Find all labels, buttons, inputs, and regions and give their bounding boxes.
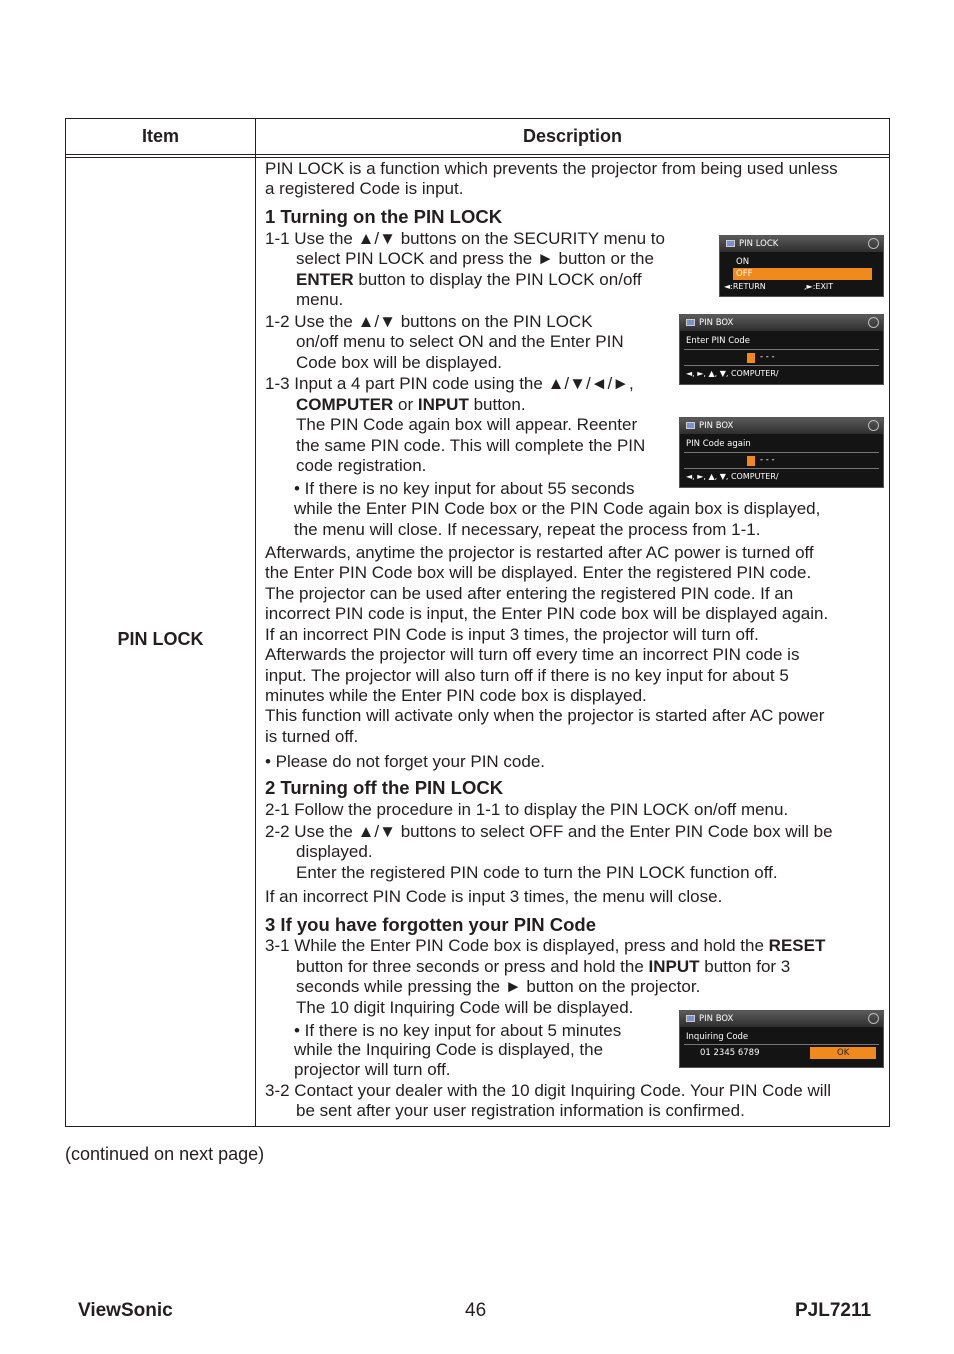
note-line: • Please do not forget your PIN code. bbox=[265, 752, 546, 771]
header-description: Description bbox=[522, 126, 623, 146]
step-line: be sent after your user registration information is confirmed. bbox=[296, 1101, 745, 1120]
step-text: button for 3 bbox=[699, 957, 791, 976]
ok-label: OK bbox=[837, 1048, 850, 1058]
on-option: ON bbox=[736, 257, 750, 267]
step-line: on/off menu to select ON and the Enter PIN bbox=[296, 332, 624, 351]
paragraph-line: incorrect PIN code is input, the Enter PIN code box will be displayed again. bbox=[265, 604, 829, 623]
header-divider bbox=[66, 157, 889, 158]
screen-titlebar bbox=[680, 418, 883, 434]
close-icon bbox=[868, 317, 879, 328]
paragraph-line: Afterwards, anytime the projector is restarted after AC power is turned off bbox=[265, 543, 814, 562]
exit-label: :EXIT bbox=[812, 282, 834, 291]
pin-digits: - - - bbox=[760, 352, 775, 362]
pin-again-label: PIN Code again bbox=[686, 439, 751, 449]
right-arrow-icon: ,► bbox=[804, 282, 813, 291]
paragraph-line: input. The projector will also turn off if there is no key input for about 5 bbox=[265, 666, 789, 685]
input-button-label: INPUT bbox=[648, 957, 700, 976]
close-icon bbox=[868, 238, 879, 249]
key-hint: ◄, ►, ▲, ▼, COMPUTER/ bbox=[686, 472, 779, 481]
step-line: The 10 digit Inquiring Code will be displayed. bbox=[296, 998, 634, 1017]
screen-title: PIN BOX bbox=[699, 318, 734, 328]
step-line bbox=[296, 395, 526, 416]
step-line: 1-3 Input a 4 part PIN code using the ▲/▼/◄/►, bbox=[265, 374, 634, 393]
enter-button-label: ENTER bbox=[296, 270, 354, 289]
left-arrow-icon: ◄ bbox=[724, 282, 731, 291]
note-line: while the Enter PIN Code box or the PIN Code again box is displayed, bbox=[294, 499, 821, 518]
continued-note: (continued on next page) bbox=[65, 1144, 265, 1164]
reset-button-label: RESET bbox=[768, 936, 826, 955]
note-line: projector will turn off. bbox=[294, 1060, 451, 1079]
step-line: Enter the registered PIN code to turn the PIN LOCK function off. bbox=[296, 863, 778, 882]
divider bbox=[684, 1044, 879, 1045]
step-text: 3-1 While the Enter PIN Code box is displayed, press and hold the bbox=[265, 936, 769, 955]
menu-icon bbox=[686, 319, 695, 326]
step-line: 1-1 Use the ▲/▼ buttons on the SECURITY menu to bbox=[265, 229, 665, 248]
step-line: menu. bbox=[296, 290, 344, 309]
pin-digits: - - - bbox=[760, 455, 775, 465]
step-line: Code box will be displayed. bbox=[296, 353, 503, 372]
step-text: button to display the PIN LOCK on/off bbox=[353, 270, 642, 289]
pin-lock-menu-screenshot bbox=[719, 235, 884, 297]
step-line: seconds while pressing the ► button on the projector. bbox=[296, 977, 701, 996]
input-button-label: INPUT bbox=[417, 395, 469, 414]
page-number: 46 bbox=[465, 1300, 487, 1321]
step-line bbox=[296, 270, 642, 291]
off-option: OFF bbox=[736, 269, 753, 279]
paragraph-line: This function will activate only when the projector is started after AC power bbox=[265, 706, 825, 725]
inquiring-code-value: 01 2345 6789 bbox=[700, 1048, 760, 1058]
key-hint: ◄, ►, ▲, ▼, COMPUTER/ bbox=[686, 369, 779, 378]
step-line bbox=[265, 936, 825, 957]
section-title: 2 Turning off the PIN LOCK bbox=[265, 777, 504, 798]
screen-title: PIN BOX bbox=[699, 1014, 734, 1024]
step-line: 2-2 Use the ▲/▼ buttons to select OFF and the Enter PIN Code box will be bbox=[265, 822, 833, 841]
paragraph-line: the Enter PIN Code box will be displayed. Enter the registered PIN code. bbox=[265, 563, 812, 582]
note-line: while the Inquiring Code is displayed, the bbox=[294, 1040, 604, 1059]
intro-line: a registered Code is input. bbox=[265, 179, 464, 198]
inquiring-code-label: Inquiring Code bbox=[686, 1032, 749, 1042]
divider bbox=[684, 468, 879, 469]
paragraph-line: Afterwards the projector will turn off every time an incorrect PIN code is bbox=[265, 645, 800, 664]
section-title: 3 If you have forgotten your PIN Code bbox=[265, 914, 596, 935]
step-line: The PIN Code again box will appear. Reenter bbox=[296, 415, 638, 434]
step-line: displayed. bbox=[296, 842, 373, 861]
pin-cursor bbox=[747, 456, 755, 466]
pin-cursor bbox=[747, 353, 755, 363]
screen-titlebar bbox=[680, 315, 883, 331]
step-line bbox=[296, 957, 790, 978]
note-line: • If there is no key input for about 55 seconds bbox=[294, 479, 635, 498]
step-text: button for three seconds or press and hold the bbox=[296, 957, 649, 976]
close-icon bbox=[868, 1013, 879, 1024]
footer-brand: ViewSonic bbox=[78, 1300, 173, 1321]
step-line: select PIN LOCK and press the ► button or the bbox=[296, 249, 654, 268]
divider bbox=[684, 349, 879, 350]
screen-title: PIN LOCK bbox=[739, 239, 779, 249]
computer-button-label: COMPUTER bbox=[296, 395, 394, 414]
paragraph-line: If an incorrect PIN Code is input 3 times, the menu will close. bbox=[265, 887, 723, 906]
paragraph-line: The projector can be used after entering the registered PIN code. If an bbox=[265, 584, 794, 603]
step-line: 2-1 Follow the procedure in 1-1 to display the PIN LOCK on/off menu. bbox=[265, 800, 789, 819]
exit-hint bbox=[804, 282, 833, 291]
menu-icon bbox=[726, 240, 735, 247]
enter-pin-label: Enter PIN Code bbox=[686, 336, 750, 346]
step-line: 1-2 Use the ▲/▼ buttons on the PIN LOCK bbox=[265, 312, 593, 331]
menu-icon bbox=[686, 422, 695, 429]
step-text: button. bbox=[468, 395, 526, 414]
step-line: code registration. bbox=[296, 456, 427, 475]
column-divider bbox=[255, 119, 256, 1126]
row-label: PIN LOCK bbox=[117, 629, 204, 649]
off-option-highlight bbox=[733, 268, 872, 280]
return-hint bbox=[724, 282, 766, 291]
intro-line: PIN LOCK is a function which prevents the projector from being used unless bbox=[265, 159, 838, 178]
return-label: :RETURN bbox=[730, 282, 766, 291]
close-icon bbox=[868, 420, 879, 431]
ok-button bbox=[810, 1047, 876, 1059]
step-line: 3-2 Contact your dealer with the 10 digit Inquiring Code. Your PIN Code will bbox=[265, 1081, 832, 1100]
screen-titlebar bbox=[720, 236, 883, 252]
section-title: 1 Turning on the PIN LOCK bbox=[265, 206, 503, 227]
enter-pin-screenshot bbox=[679, 314, 884, 385]
step-text: or bbox=[393, 395, 418, 414]
divider bbox=[684, 452, 879, 453]
note-line: the menu will close. If necessary, repeat the process from 1-1. bbox=[294, 520, 761, 539]
paragraph-line: minutes while the Enter PIN code box is displayed. bbox=[265, 686, 647, 705]
inquiring-code-screenshot bbox=[679, 1010, 884, 1068]
paragraph-line: is turned off. bbox=[265, 727, 359, 746]
step-line: the same PIN code. This will complete the PIN bbox=[296, 436, 646, 455]
paragraph-line: If an incorrect PIN Code is input 3 times, the projector will turn off. bbox=[265, 625, 759, 644]
note-line: • If there is no key input for about 5 minutes bbox=[294, 1021, 622, 1040]
screen-titlebar bbox=[680, 1011, 883, 1027]
pin-again-screenshot bbox=[679, 417, 884, 488]
footer-model: PJL7211 bbox=[795, 1300, 872, 1321]
screen-title: PIN BOX bbox=[699, 421, 734, 431]
header-item: Item bbox=[141, 126, 179, 146]
menu-icon bbox=[686, 1015, 695, 1022]
divider bbox=[684, 365, 879, 366]
